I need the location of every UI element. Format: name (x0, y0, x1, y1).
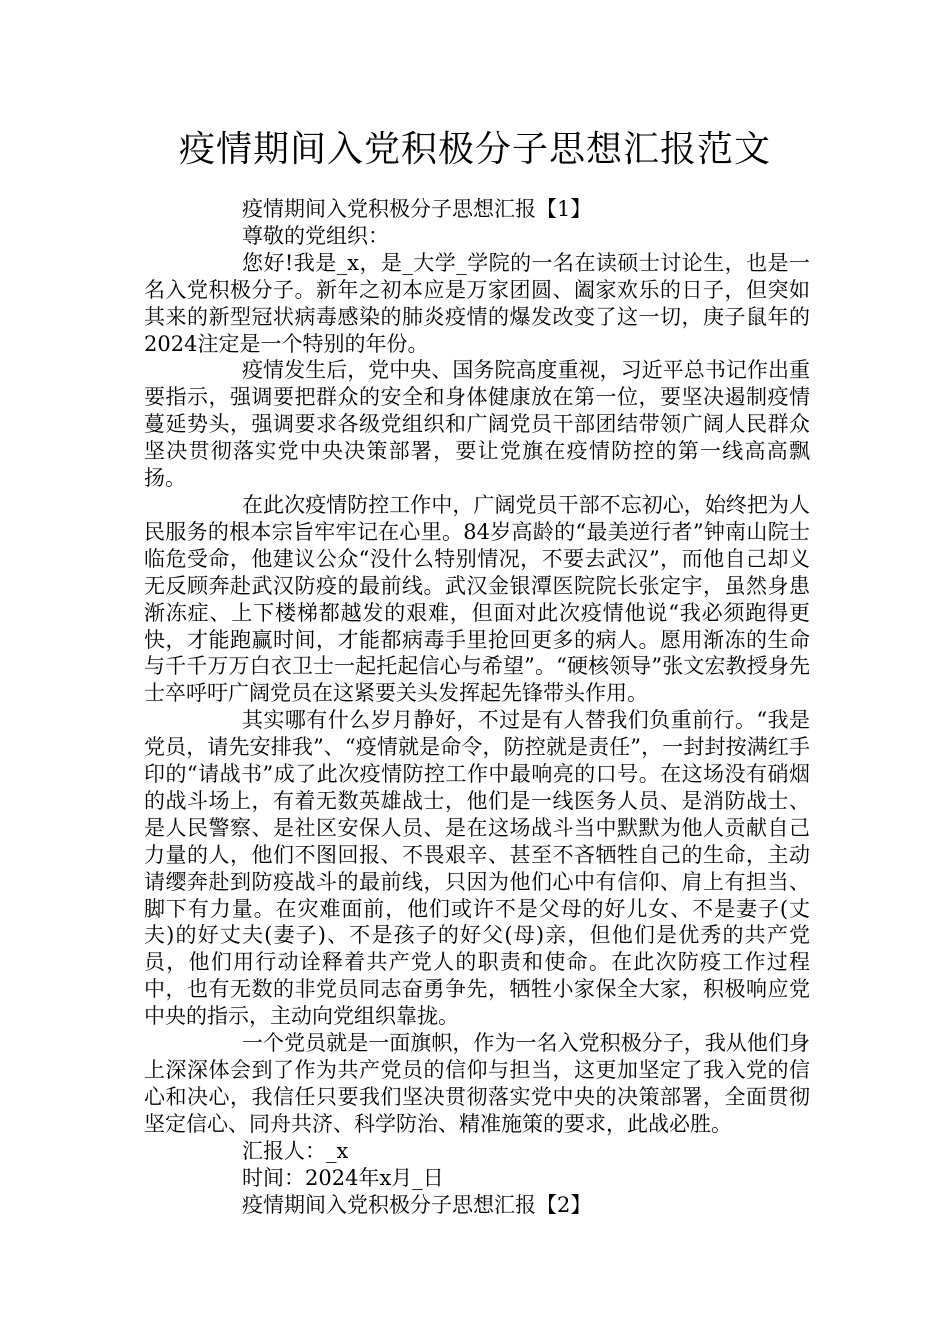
paragraph-5: 一个党员就是一面旗帜，作为一名入党积极分子，我从他们身上深深体会到了作为共产党员的信仰与担当，这更加坚定了我入党的信心和决心，我信任只要我们坚决贯彻落实党中央的决策部署，全面贯彻坚定信心、同舟共济、科学防治、精准施策的要求，此战必胜。 (144, 1031, 810, 1136)
paragraph-2: 疫情发生后，党中央、国务院高度重视，习近平总书记作出重要指示，强调要把群众的安全和身体健康放在第一位，要坚决遏制疫情蔓延势头，强调要求各级党组织和广阔党员干部团结带领广阔人民群众坚决贯彻落实党中央决策部署，要让党旗在疫情防控的第一线高高飘扬。 (144, 358, 810, 491)
paragraph-3: 在此次疫情防控工作中，广阔党员干部不忘初心，始终把为人民服务的根本宗旨牢牢记在心里。84岁高龄的“最美逆行者”钟南山院士临危受命，他建议公众“没什么特别情况，不要去武汉”，而他自己却义无反顾奔赴武汉防疫的最前线。武汉金银潭医院院长张定宇，虽然身患渐冻症、上下楼梯都越发的艰难，但面对此次疫情他说“我必须跑得更快，才能跑赢时间，才能都病毒手里抢回更多的病人。愿用渐冻的生命与千千万万白衣卫士一起托起信心与希望”。“硬核领导”张文宏教授身先士卒呼吁广阔党员在这紧要关头发挥起先锋带头作用。 (144, 492, 810, 706)
date-line: 时间：2024年x月_日 (242, 1165, 444, 1190)
section-heading-2: 疫情期间入党积极分子思想汇报【2】 (242, 1192, 592, 1217)
salutation: 尊敬的党组织： (242, 223, 389, 248)
reporter-line: 汇报人：_x (242, 1138, 349, 1163)
section-heading-1: 疫情期间入党积极分子思想汇报【1】 (242, 197, 592, 221)
paragraph-4: 其实哪有什么岁月静好，不过是有人替我们负重前行。“我是党员，请先安排我”、“疫情就是命令，防控就是责任”，一封封按满红手印的“请战书”成了此次疫情防控工作中最响亮的口号。在这场没有硝烟的战斗场上，有着无数英雄战士，他们是一线医务人员、是消防战士、是人民警察、是社区安保人员、是在这场战斗当中默默为他人贡献自己力量的人，他们不图回报、不畏艰辛、甚至不吝牺牲自己的生命，主动请缨奔赴到防疫战斗的最前线，只因为他们心中有信仰、肩上有担当、脚下有力量。在灾难面前，他们或许不是父母的好儿女、不是妻子(丈夫)的好丈夫(妻子)、不是孩子的好父(母)亲，但他们是优秀的共产党员，他们用行动诠释着共产党人的职责和使命。在此次防疫工作过程中，也有无数的非党员同志奋勇争先，牺牲小家保全大家，积极响应党中央的指示，主动向党组织靠拢。 (144, 708, 810, 1029)
document-body (144, 196, 810, 1218)
paragraph-1: 您好!我是_x，是_大学_学院的一名在读硕士讨论生，也是一名入党积极分子。新年之初本应是万家团圆、阖家欢乐的日子，但突如其来的新型冠状病毒感染的肺炎疫情的爆发改变了这一切，庚子鼠年的2024注定是一个特别的年份。 (144, 250, 810, 356)
document-title: 疫情期间入党积极分子思想汇报范文 (178, 129, 771, 170)
